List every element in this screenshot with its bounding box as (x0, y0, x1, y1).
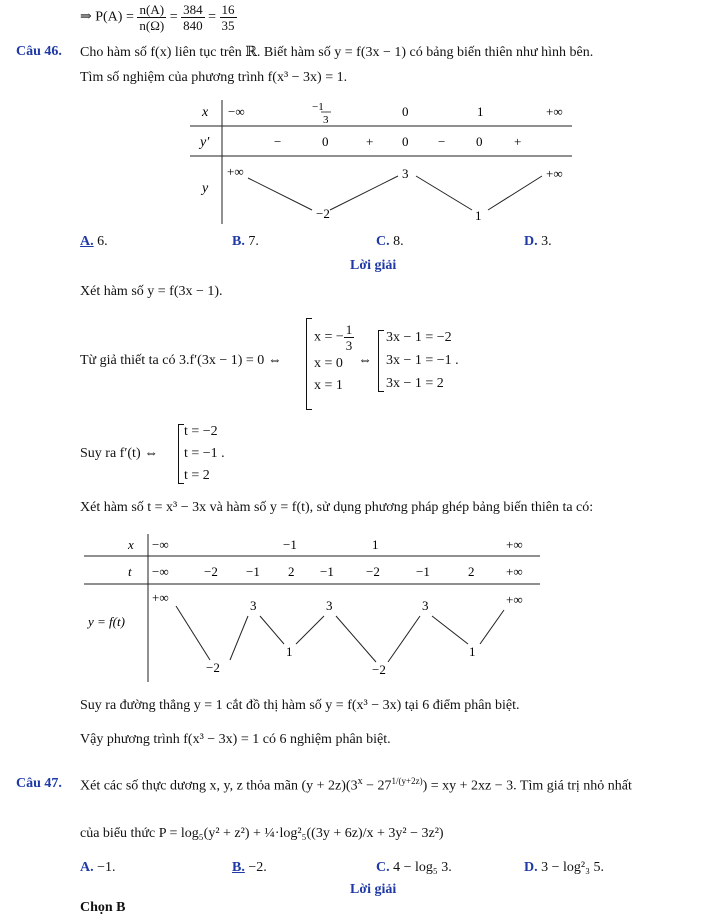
t2-y-val: −2 (372, 662, 386, 677)
t1-yp-label: y′ (200, 135, 210, 150)
t1-yp-sign: − (274, 134, 282, 149)
t1-yp-zero: 0 (402, 134, 409, 149)
t2-y-val: −2 (206, 660, 220, 675)
q46-sol-line1: Xét hàm số y = f(3x − 1). (80, 284, 223, 299)
sys1-row: x = 1 (314, 378, 343, 393)
t1-x-val: −∞ (228, 104, 245, 119)
t1-y-val: 3 (402, 166, 409, 181)
q47-text-line2: của biểu thức P = log₅(y² + z²) + ¼·log²₅((3y + 6z)/x + 3y² − 3z²) (80, 826, 444, 841)
variation-table-1 (190, 96, 580, 228)
q46-text-line2: Tìm số nghiệm của phương trình f(x³ − 3x) = 1. (80, 70, 348, 85)
q46-sol-line3: Suy ra f′(t) ⇔ (80, 446, 159, 461)
q47-answer-c: C. 4 − log₅ 3. (376, 860, 452, 875)
q46-sol-line2: Từ giả thiết ta có 3.f′(3x − 1) = 0 ⇔ (80, 353, 282, 368)
sys1-row: x = − $\frac{1}{3}$ (314, 322, 353, 353)
t2-y-val: 1 (469, 644, 476, 659)
system-bracket (378, 330, 379, 392)
q46-sol-line6: Vậy phương trình f(x³ − 3x) = 1 có 6 nghiệm phân biệt. (80, 732, 391, 747)
t2-y-val: 3 (326, 598, 333, 613)
t1-yp-zero: 0 (322, 134, 329, 149)
t2-x-label: x (128, 537, 134, 552)
q46-text-line1: Cho hàm số f(x) liên tục trên ℝ. Biết hàm số y = f(3x − 1) có bảng biến thiên như hình bên. (80, 45, 594, 60)
t2-t-val: 2 (288, 564, 295, 579)
t1-yp-sign: + (366, 134, 374, 149)
q46-answer-d: D. 3. (524, 234, 552, 249)
t2-x-val: −∞ (152, 537, 169, 552)
t2-t-val: −1 (416, 564, 430, 579)
q46-answer-b: B. 7. (232, 234, 259, 249)
t2-y-label: y = f(t) (88, 614, 125, 629)
sys1-row: x = 0 (314, 356, 343, 371)
t2-t-val: 2 (468, 564, 475, 579)
q47-answer-b: B. −2. (232, 860, 267, 875)
t1-x-val: 0 (402, 104, 409, 119)
t1-yp-sign: + (514, 134, 522, 149)
q47-text-line1: Xét các số thực dương x, y, z thỏa mãn $(y + 2z)(3^x - 27^{1/(y+2z)})$ = xy + 2xz − 3. Tìm giá trị nhỏ nhất (80, 776, 632, 794)
t1-yp-zero: 0 (476, 134, 483, 149)
fraction-nA-nOmega: $\frac{n(A)}{n(\Omega)}$ (139, 2, 165, 33)
q47-solution-title: Lời giải (350, 882, 397, 897)
t2-y-val: 1 (286, 644, 293, 659)
t2-y-val: 3 (422, 598, 429, 613)
t2-x-val: 1 (372, 537, 379, 552)
t2-arrows (176, 606, 504, 662)
t2-y-val: +∞ (152, 590, 169, 605)
q46-sol-line4: Xét hàm số t = x³ − 3x và hàm số y = f(t), sử dụng phương pháp ghép bảng biến thiên ta có: (80, 500, 594, 515)
t2-t-val: −2 (204, 564, 218, 579)
t2-x-val: +∞ (506, 537, 523, 552)
t1-x-val: 3 (323, 114, 329, 126)
system-bracket (178, 424, 179, 484)
t1-y-val: −2 (316, 206, 330, 221)
t1-y-label: y (202, 181, 209, 196)
t2-t-val: −1 (246, 564, 260, 579)
t2-y-val: +∞ (506, 592, 523, 607)
sys2-row: 3x − 1 = −2 (386, 330, 452, 345)
system-bracket (306, 318, 307, 410)
q46-sol-line5: Suy ra đường thẳng y = 1 cắt đồ thị hàm số y = f(x³ − 3x) tại 6 điểm phân biệt. (80, 698, 520, 713)
t2-y-val: 3 (250, 598, 257, 613)
t1-x-label: x (202, 105, 209, 120)
q46-answer-a: A. 6. (80, 234, 108, 249)
sys2-row: 3x − 1 = 2 (386, 376, 444, 391)
sys2-row: 3x − 1 = −1 . (386, 353, 459, 368)
t2-x-val: −1 (283, 537, 297, 552)
t2-t-label: t (128, 564, 132, 579)
fraction-16-35: $\frac{16}{35}$ (221, 2, 235, 33)
fraction-384-840: $\frac{384}{840}$ (183, 2, 203, 33)
t1-x-val: +∞ (546, 104, 563, 119)
t1-x-val: −1 (312, 101, 324, 113)
sys3-row: t = −2 (184, 424, 218, 439)
sys3-row: t = 2 (184, 468, 210, 483)
q46-number: Câu 46. (16, 44, 62, 59)
q46-answer-c: C. 8. (376, 234, 404, 249)
t2-t-val: −∞ (152, 564, 169, 579)
variation-table-2 (84, 532, 544, 688)
t2-t-val: −2 (366, 564, 380, 579)
q47-answer-d: D. 3 − log²₃ 5. (524, 860, 604, 875)
top-formula-line: ⇒ P(A) = $\frac{n(A)}{n(\Omega)}$ = $\frac{384}{840}$ = $\frac{16}{35}$ (80, 2, 235, 33)
q47-chosen-answer: Chọn B (80, 900, 126, 915)
q47-answer-a: A. −1. (80, 860, 116, 875)
q47-number: Câu 47. (16, 776, 62, 791)
t1-x-val: 1 (477, 104, 484, 119)
iff-symbol: ⇔ (358, 353, 372, 368)
q46-solution-title: Lời giải (350, 258, 397, 273)
t2-t-val: −1 (320, 564, 334, 579)
prob-prefix: ⇒ P(A) = (80, 9, 134, 25)
t1-y-val: +∞ (227, 164, 244, 179)
t1-arrows (248, 176, 542, 210)
sys3-row: t = −1 . (184, 446, 225, 461)
t2-t-val: +∞ (506, 564, 523, 579)
t1-y-val: 1 (475, 208, 482, 223)
t1-y-val: +∞ (546, 166, 563, 181)
t1-yp-sign: − (438, 134, 446, 149)
